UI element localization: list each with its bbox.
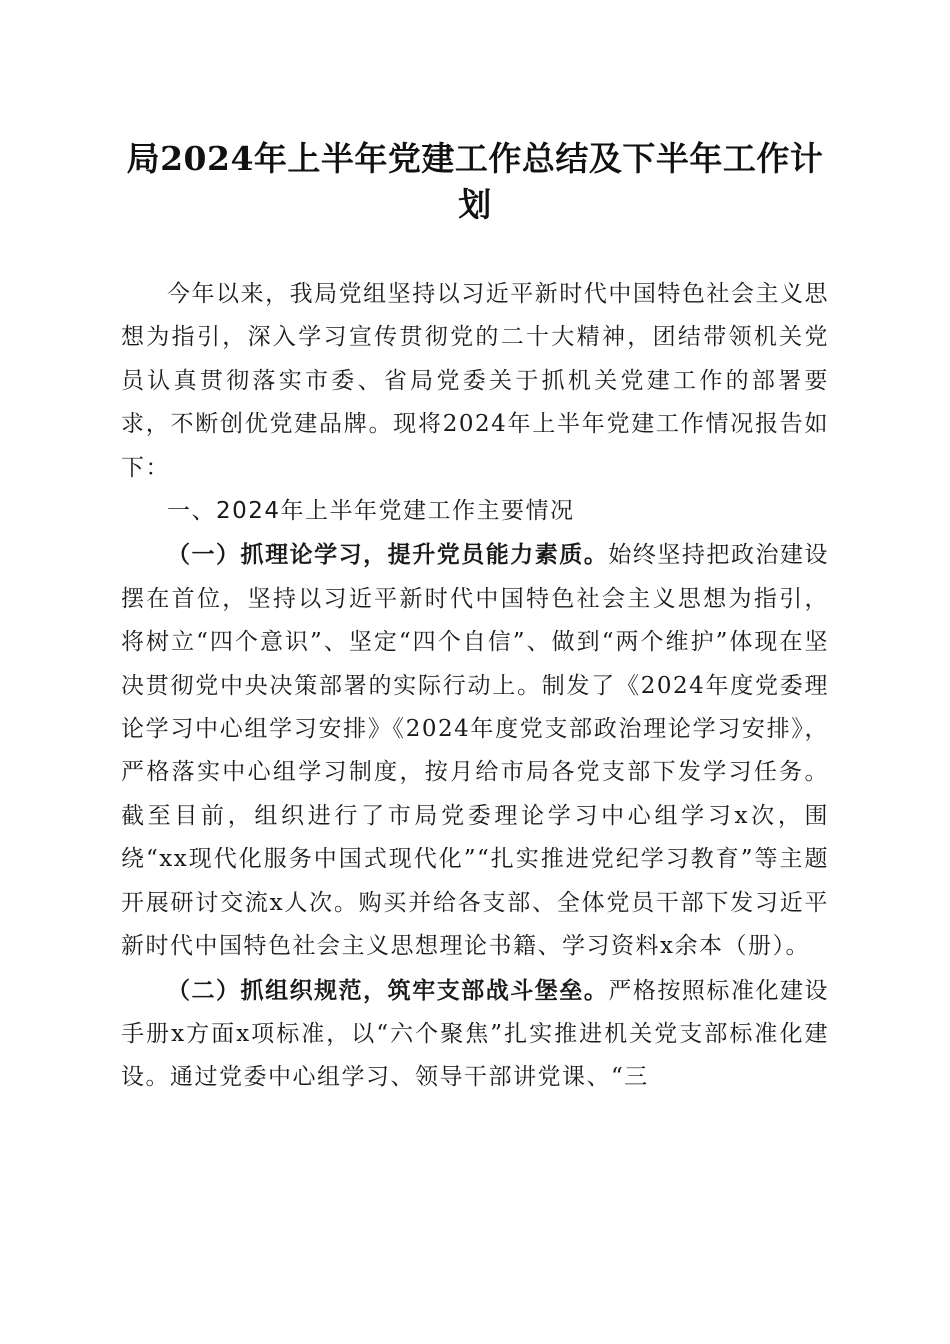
document-body bbox=[121, 272, 829, 1100]
section-heading bbox=[121, 490, 829, 533]
document-title: 局2024年上半年党建工作总结及下半年工作计划 bbox=[126, 139, 824, 224]
paragraph-lead: （一）抓理论学习，提升党员能力素质。 bbox=[167, 541, 609, 569]
subsection-paragraph-1 bbox=[121, 533, 829, 968]
paragraph-text: 一、2024年上半年党建工作主要情况 bbox=[167, 498, 575, 525]
paragraph-lead: （二）抓组织规范，筑牢支部战斗堡垒。 bbox=[167, 976, 609, 1004]
paragraph-text: 今年以来，我局党组坚持以习近平新时代中国特色社会主义思想为指引，深入学习宣传贯彻党的二十大精神，团结带领机关党员认真贯彻落实市委、省局党委关于抓机关党建工作的部署要求，不断创优党建品牌。现将2024年上半年党建工作情况报告如下： bbox=[121, 281, 829, 481]
subsection-paragraph-2 bbox=[121, 969, 829, 1100]
paragraph-text: 始终坚持把政治建设摆在首位，坚持以习近平新时代中国特色社会主义思想为指引，将树立“四个意识”、坚定“四个自信”、做到“两个维护”体现在坚决贯彻党中央决策部署的实际行动上。制发了《2024年度党委理论学习中心组学习安排》《2024年度党支部政治理论学习安排》，严格落实中心组学习制度，按月给市局各党支部下发学习任务。截至目前，组织进行了市局党委理论学习中心组学习x次，围绕“xx现代化服务中国式现代化”“扎实推进党纪学习教育”等主题开展研讨交流x人次。购买并给各支部、全体党员干部下发习近平新时代中国特色社会主义思想理论书籍、学习资料x余本（册）。 bbox=[121, 542, 830, 960]
paragraph-text: 严格按照标准化建设手册x方面x项标准，以“六个聚焦”扎实推进机关党支部标准化建设。通过党委中心组学习、领导干部讲党课、“三 bbox=[121, 977, 830, 1091]
intro-paragraph bbox=[121, 272, 829, 490]
